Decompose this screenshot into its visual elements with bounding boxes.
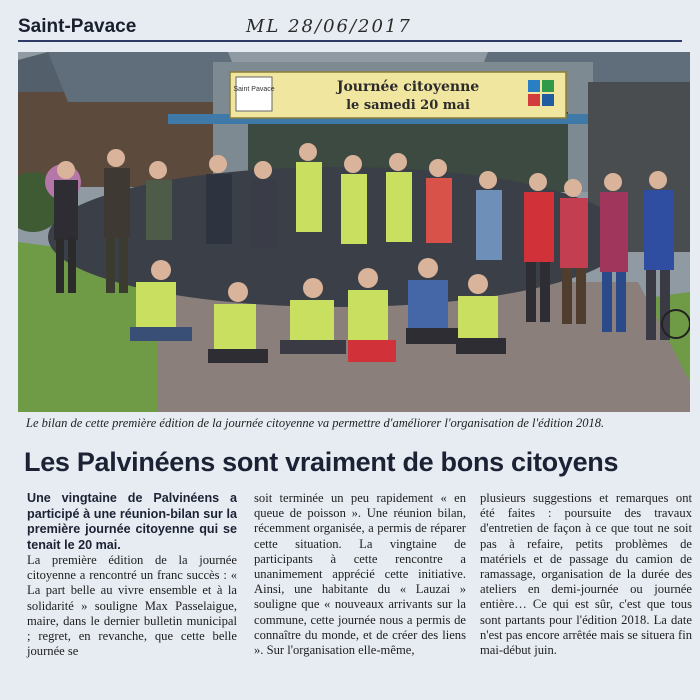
article-body-col2: soit terminée un peu rapidement « en queue de poisson ». Une réunion bilan, récemment organisée, a permis de réparer cette situation. La vingtaine de participants à cette rencontre a unanimement apprécié cette initiative. Ainsi, une habitante du « Lauzai » souligne que « nouveaux arrivants sur la commune, cette journée nous a permis de connaître du monde, et de créer des liens ». Sur l'organisation elle-même,	[254, 491, 466, 658]
banner-logo: Saint Pavace	[233, 86, 275, 93]
handwritten-date: ML 28/06/2017	[246, 16, 412, 37]
group-photo-illustration	[18, 52, 690, 412]
article-column-2	[254, 491, 466, 658]
article-body-col1: La première édition de la journée citoyenne a rencontré un franc succès : « La part belle au vivre ensemble et à la solidarité » souligne Max Passelaigue, maire, dans le dernier bulletin municipal ; regret, en revanche, que cette belle journée se	[27, 553, 237, 659]
banner-line2: le samedi 20 mai	[346, 98, 470, 113]
banner-line1: Journée citoyenne	[336, 79, 480, 95]
section-title: Saint-Pavace	[18, 16, 137, 37]
photo-caption: Le bilan de cette première édition de la journée citoyenne va permettre d'améliorer l'organisation de l'édition 2018.	[26, 416, 605, 430]
article-headline: Les Palvinéens sont vraiment de bons citoyens	[24, 447, 619, 477]
article-column-1	[27, 491, 237, 659]
group-photo	[18, 52, 690, 412]
article-column-3	[480, 491, 692, 658]
clipping-header	[18, 14, 682, 42]
article-body-col3: plusieurs suggestions et remarques ont été faites : poursuite des travaux d'entretien de façon à ce que tout ne soit pas à refaire, petits problèmes de matériels et de passage du camion de ramassage, organisation de la durée des ateliers en demi-journée ou journée entière… Ce qui est sûr, c'est que tous sont partants pour l'édition 2018. La date n'est pas encore arrêtée mais se situera fin mai-début juin.	[480, 491, 692, 658]
article-lead: Une vingtaine de Palvinéens a participé à une réunion-bilan sur la première journée citoyenne qui se tenait le 20 mai.	[27, 491, 237, 552]
banner-logo-box	[236, 77, 272, 111]
